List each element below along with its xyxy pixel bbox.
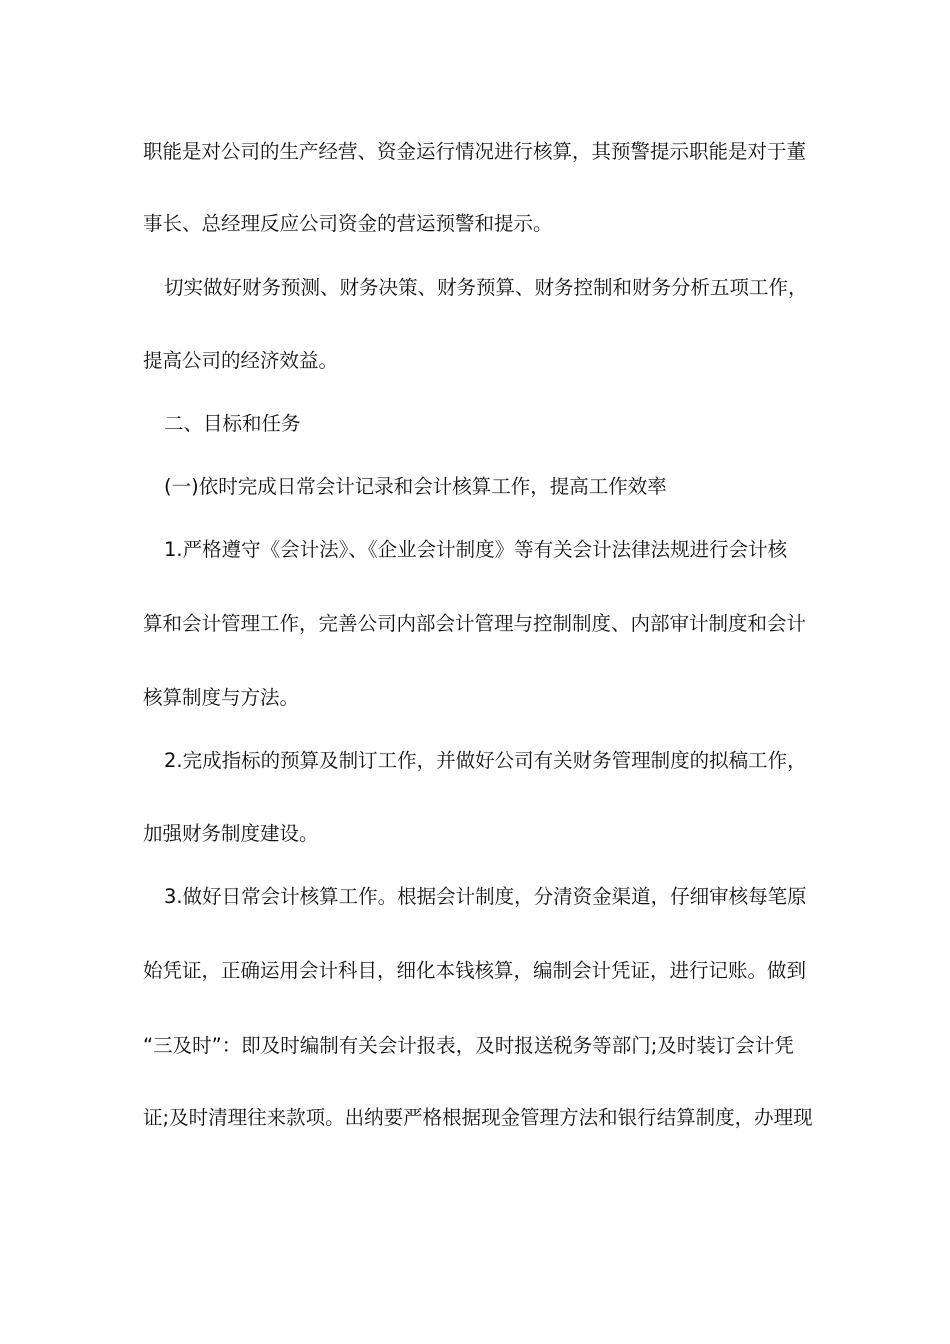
paragraph-line: 核算制度与方法。 [143, 686, 300, 709]
paragraph-line: “三及时”：即及时编制有关会计报表，及时报送税务等部门;及时装订会计凭 [143, 1034, 794, 1057]
paragraph-line: 提高公司的经济效益。 [143, 349, 339, 372]
paragraph-line: 3.做好日常会计核算工作。根据会计制度，分清资金渠道，仔细审核每笔原 [164, 885, 807, 908]
paragraph-line: 始凭证，正确运用会计科目，细化本钱核算，编制会计凭证，进行记账。做到 [143, 959, 807, 982]
paragraph-line: 证;及时清理往来款项。出纳要严格根据现金管理方法和银行结算制度，办理现 [143, 1106, 813, 1129]
subsection-heading: (一)依时完成日常会计记录和会计核算工作，提高工作效率 [164, 475, 667, 498]
paragraph-line: 事长、总经理反应公司资金的营运预警和提示。 [143, 212, 553, 235]
paragraph-line: 算和会计管理工作，完善公司内部会计管理与控制制度、内部审计制度和会计 [143, 612, 807, 635]
paragraph-line: 职能是对公司的生产经营、资金运行情况进行核算，其预警提示职能是对于董 [143, 140, 807, 163]
paragraph-line: 1.严格遵守《会计法》、《企业会计制度》等有关会计法律法规进行会计核 [164, 538, 788, 561]
paragraph-line: 加强财务制度建设。 [143, 822, 319, 845]
section-heading: 二、目标和任务 [164, 412, 301, 435]
paragraph-line: 2.完成指标的预算及制订工作，并做好公司有关财务管理制度的拟稿工作， [164, 749, 807, 772]
paragraph-line: 切实做好财务预测、财务决策、财务预算、财务控制和财务分析五项工作， [164, 276, 808, 299]
